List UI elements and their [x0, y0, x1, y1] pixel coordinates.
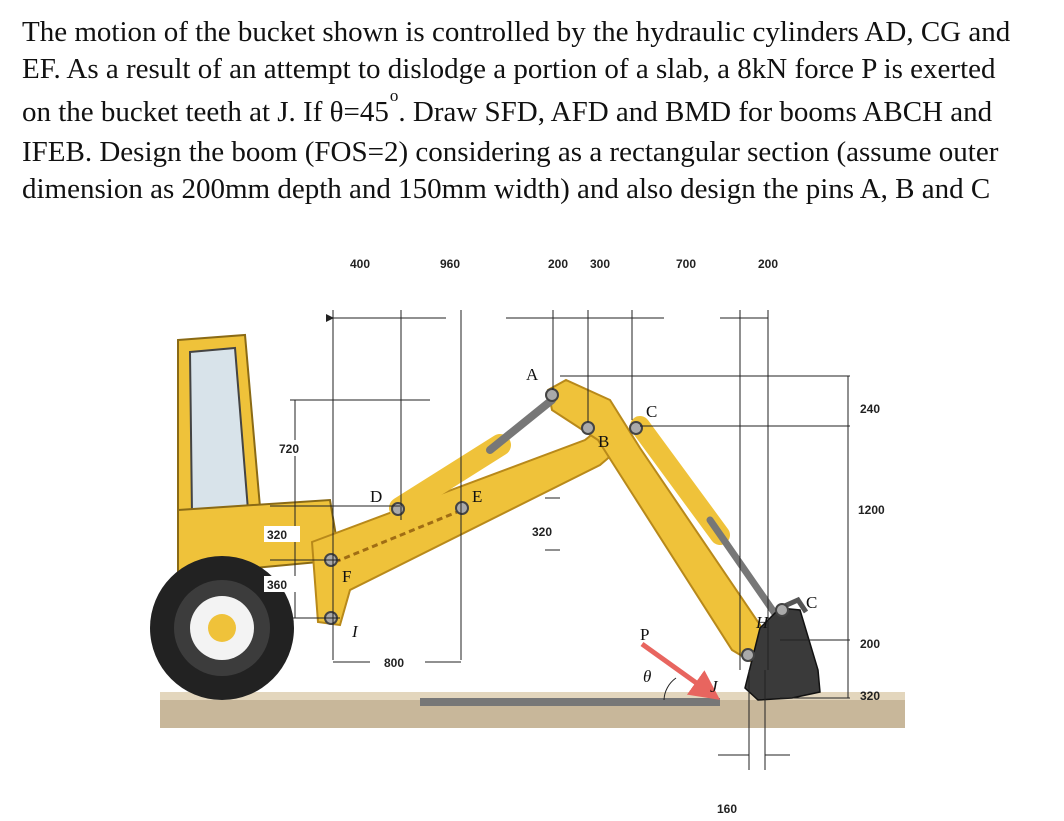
label-b: B [598, 432, 610, 451]
dim-right-1200: 1200 [858, 503, 885, 517]
dim-top-200b: 200 [758, 257, 779, 271]
dim-top-300: 300 [590, 257, 611, 271]
dim-left-720: 720 [279, 442, 300, 456]
dim-bottom-160: 160 [717, 802, 738, 816]
pin-h [742, 649, 754, 661]
dim-right-200: 200 [860, 637, 881, 651]
arm-abch [548, 380, 770, 662]
dim-right-240: 240 [860, 402, 881, 416]
dim-top-960: 960 [440, 257, 461, 271]
label-f: F [342, 567, 352, 586]
label-c2: C [806, 593, 818, 612]
dim-left-320: 320 [267, 528, 288, 542]
problem-line-3a: on the bucket teeth at J. If θ=45 [22, 96, 389, 128]
machine-body [178, 335, 340, 575]
pin-b [582, 422, 594, 434]
force-p-arrow [642, 644, 716, 697]
pin-d [392, 503, 404, 515]
problem-line-2: EF. As a result of an attempt to dislodge a portion of a slab, a 8kN force P is exerted [22, 53, 996, 85]
problem-line-4: IFEB. Design the boom (FOS=2) considering as a rectangular section (assume outer [22, 136, 999, 168]
dim-top-700: 700 [676, 257, 697, 271]
degree-symbol: o [389, 86, 399, 105]
label-a: A [526, 365, 539, 384]
dim-bottom-800: 800 [384, 656, 405, 670]
force-p-label: P [640, 625, 650, 644]
pin-a [546, 389, 558, 401]
label-i: I [352, 622, 358, 641]
label-j: J [710, 677, 718, 696]
problem-line-3b: . Draw SFD, AFD and BMD for booms ABCH and [398, 96, 993, 128]
problem-statement [22, 14, 1052, 208]
pin-e [456, 502, 468, 514]
label-e: E [472, 487, 483, 506]
backhoe-figure [0, 230, 1064, 821]
pin-c2 [776, 604, 788, 616]
problem-line-5: dimension as 200mm depth and 150mm width) and also design the pins A, B and C [22, 173, 991, 205]
label-c: C [646, 402, 658, 421]
problem-line-3 [22, 86, 1052, 134]
dim-mid-320: 320 [532, 525, 553, 539]
angle-theta-label: θ [643, 667, 652, 686]
dim-left-360: 360 [267, 578, 288, 592]
problem-line-1: The motion of the bucket shown is controlled by the hydraulic cylinders AD, CG and [22, 16, 1011, 48]
pin-c [630, 422, 642, 434]
dim-top-400: 400 [350, 257, 371, 271]
dim-right-320: 320 [860, 689, 881, 703]
dim-top-200: 200 [548, 257, 569, 271]
label-d: D [370, 487, 383, 506]
label-h: H [756, 613, 769, 632]
slab [420, 698, 720, 706]
